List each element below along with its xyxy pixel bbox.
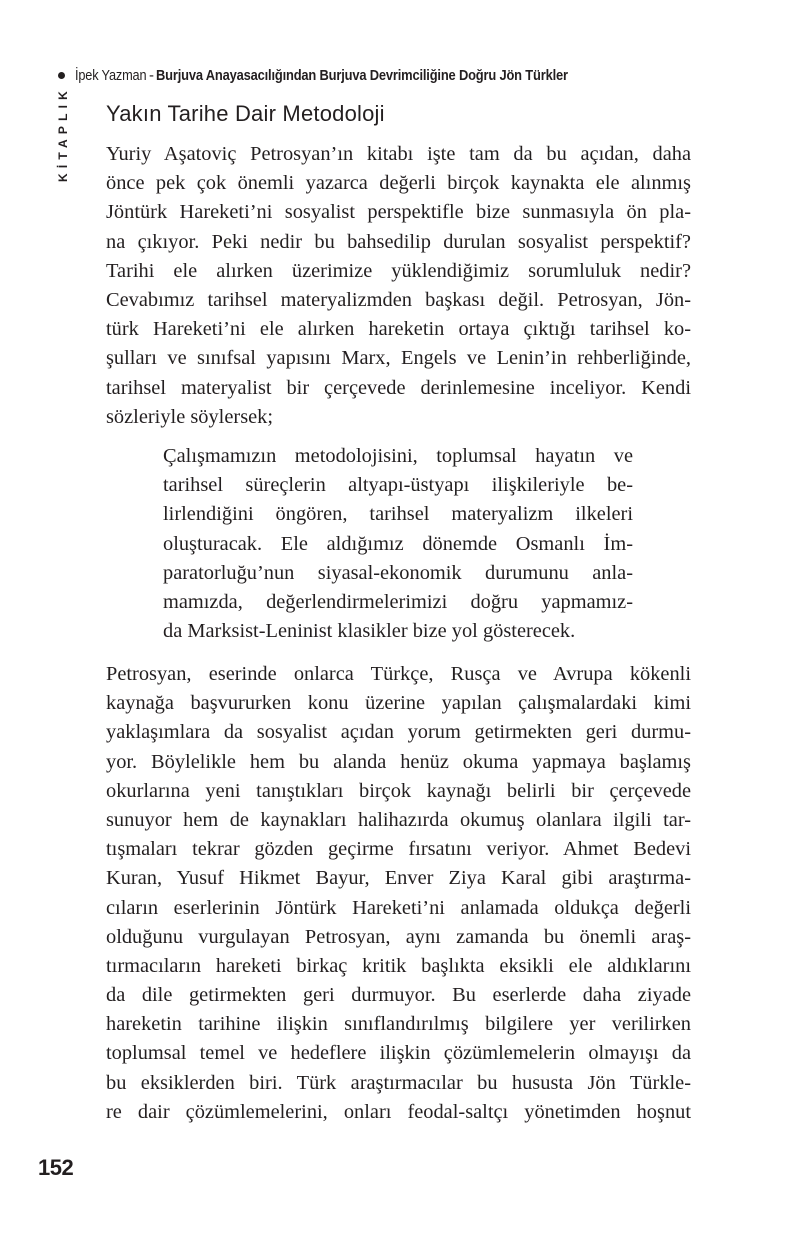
text-line: bu eksiklerden biri. Türk araştırmacılar bu hususta Jön Türkle- [106,1071,691,1094]
text-line: Yuriy Aşatoviç Petrosyan’ın kitabı işte tam da bu açıdan, daha [106,143,691,165]
text-line: hareketin tarihine ilişkin sınıflandırılmış bilgilere yer verilirken [106,1013,691,1036]
text-line: sunuyor hem de kaynakları halihazırda okumuş olanlara ilgili tar- [106,808,691,831]
quote-line: oluşturacak. Ele aldığımız dönemde Osmanlı İm- [163,532,633,555]
text-line: türk Hareketi’ni ele alırken hareketin ortaya çıktığı tarihsel ko- [106,318,691,341]
text-line: cıların eserlerinin Jöntürk Hareketi’ni anlamada oldukça değerli [106,896,691,919]
quote-line: mamızda, değerlendirmelerimizi doğru yapmamız- [163,590,633,613]
bullet-icon [58,72,65,79]
text-line: Jöntürk Hareketi’ni sosyalist perspektifle bize sunmasıyla ön pla- [106,201,691,224]
quote-line: Çalışmamızın metodolojisini, toplumsal hayatın ve [163,445,633,467]
quote-line: tarihsel süreçlerin altyapı-üstyapı ilişkileriyle be- [163,474,633,497]
section-heading: Yakın Tarihe Dair Metodoloji [106,101,385,126]
quote-line: paratorluğu’nun siyasal-ekonomik durumunu anla- [163,561,633,584]
running-head-author: İpek Yazman [75,66,147,84]
quote-line: da Marksist-Leninist klasikler bize yol gösterecek. [163,620,576,643]
page-number: 152 [38,1155,74,1180]
text-line: tarihsel materyalist bir çerçevede derinlemesine inceliyor. Kendi [106,376,691,399]
text-line: Petrosyan, eserinde onlarca Türkçe, Rusça ve Avrupa kökenli [106,663,691,685]
quote-line: lirlendiğini öngören, tarihsel materyalizm ilkeleri [163,503,633,526]
text-line: re dair çözümlemelerini, onları feodal-saltçı yönetimden hoşnut [106,1100,691,1123]
paragraph-2 [106,660,691,1127]
text-line: okurlarına yeni tanıştıkları birçok kaynağı belirli bir çerçevede [106,779,691,802]
text-line: toplumsal temel ve hedeflere ilişkin çözümlemelerin olmayışı da [106,1042,691,1065]
text-line: Kuran, Yusuf Hikmet Bayur, Enver Ziya Karal gibi araştırma- [106,867,691,890]
text-line: Tarihi ele alırken üzerimize yüklendiğimiz sorumluluk nedir? [106,259,691,282]
text-line: tırmacıların hareketi birkaç kritik başlıkta eksikli ele aldıklarını [106,954,691,977]
text-line: önce pek çok önemli yazarca değerli birçok kaynakta ele alınmış [106,172,691,195]
text-line: tışmaları tekrar gözden geçirme fırsatını veriyor. Ahmet Bedevi [106,838,691,861]
text-line: sözleriyle söylersek; [106,405,274,428]
side-label: KİTAPLIK [56,85,70,182]
text-line: Cevabımız tarihsel materyalizmden başkası değil. Petrosyan, Jön- [106,288,691,311]
text-line: na çıkıyor. Peki nedir bu bahsedilip durulan sosyalist perspektif? [106,230,691,253]
text-line: kaynağa başvururken konu üzerine yapılan çalışmalardaki kimi [106,692,691,715]
running-head-book-title: Burjuva Anayasacılığından Burjuva Devrimciliğine Doğru Jön Türkler [155,66,568,84]
paragraph-1 [106,140,691,432]
text-line: yaklaşımlara da sosyalist açıdan yorum getirmekten geri durmu- [106,721,691,744]
text-line: şulları ve sınıfsal yapısını Marx, Engels ve Lenin’in rehberliğinde, [106,347,691,370]
running-head [58,64,635,86]
text-line: da dile getirmekten geri durmuyor. Bu eserlerde daha ziyade [106,984,691,1007]
block-quote [163,442,633,646]
running-head-separator: - [148,66,154,84]
text-line: olduğunu vurgulayan Petrosyan, aynı zamanda bu önemli araş- [106,925,691,948]
text-line: yor. Böylelikle hem bu alanda henüz okuma yapmaya başlamış [106,750,691,773]
